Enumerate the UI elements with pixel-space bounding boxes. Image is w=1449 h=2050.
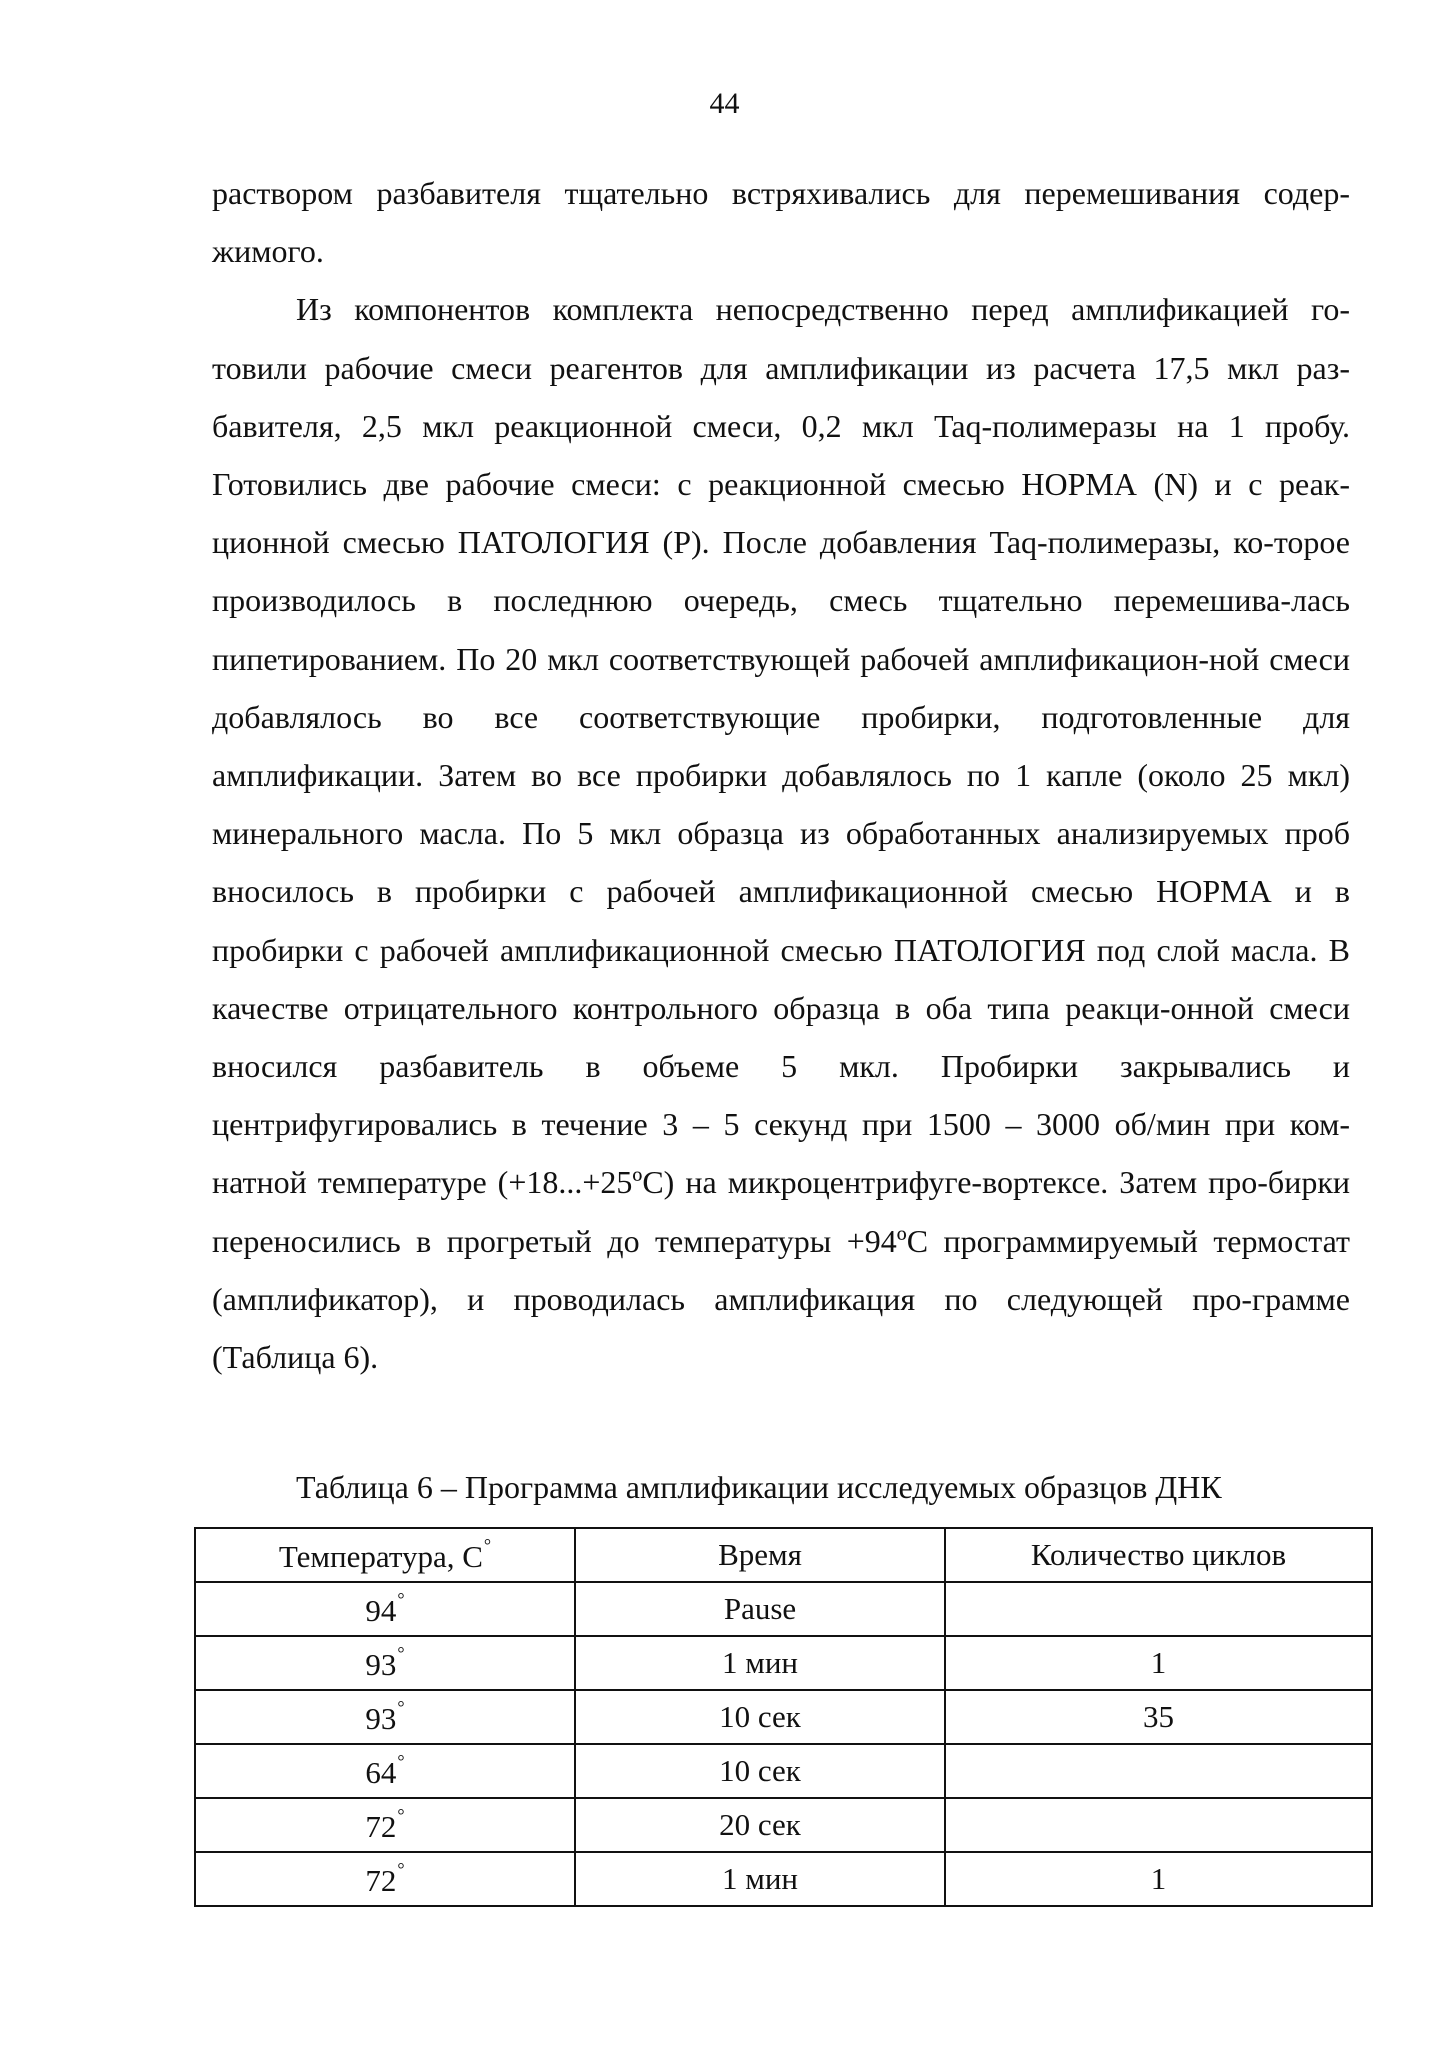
time-cell: 20 сек — [575, 1798, 945, 1852]
body-text — [212, 164, 1350, 1386]
temperature-cell — [195, 1582, 575, 1636]
cycles-cell: 1 — [945, 1636, 1372, 1690]
header-temperature — [195, 1528, 575, 1582]
temperature-value: 72 — [365, 1863, 397, 1898]
table-row — [195, 1582, 1372, 1636]
header-cycles: Количество циклов — [945, 1528, 1372, 1582]
temperature-value: 72 — [365, 1809, 397, 1844]
cycles-cell: 1 — [945, 1852, 1372, 1906]
temperature-cell — [195, 1852, 575, 1906]
table-row — [195, 1636, 1372, 1690]
paragraph-2: Из компонентов комплекта непосредственно перед амплификацией го-товили рабочие смеси реагентов для амплификации из расчета 17,5 мкл раз-бавителя, 2,5 мкл реакционной смеси, 0,2 мкл Taq-полимеразы на 1 пробу. Готовились две рабочие смеси: с реакционной смесью НОРМА (N) и с реак-ционной смесью ПАТОЛОГИЯ (P). После добавления Taq-полимеразы, ко-торое производилось в последнюю очередь, смесь тщательно перемешива-лась пипетированием. По 20 мкл соответствующей рабочей амплификацион-ной смеси добавлялось во все соответствующие пробирки, подготовленные для амплификации. Затем во все пробирки добавлялось по 1 капле (около 25 мкл) минерального масла. По 5 мкл образца из обработанных анализируемых проб вносилось в пробирки с рабочей амплификационной смесью НОРМА и в пробирки с рабочей амплификационной смесью ПАТОЛОГИЯ под слой масла. В качестве отрицательного контрольного образца в оба типа реакци-онной смеси вносился разбавитель в объеме 5 мкл. Пробирки закрывались и центрифугировались в течение 3 – 5 секунд при 1500 – 3000 об/мин при ком-натной температуре (+18...+25ºС) на микроцентрифуге-вортексе. Затем про-бирки переносились в прогретый до температуры +94ºС программируемый термостат (амплификатор), и проводилась амплификация по следующей про-грамме (Таблица 6). — [212, 291, 1350, 1376]
temperature-cell — [195, 1690, 575, 1744]
temperature-cell — [195, 1798, 575, 1852]
degree-mark: ° — [397, 1697, 405, 1717]
time-cell: 1 мин — [575, 1852, 945, 1906]
degree-mark: ° — [397, 1751, 405, 1771]
temperature-value: 93 — [365, 1701, 397, 1736]
degree-mark: ° — [397, 1805, 405, 1825]
temperature-value: 94 — [365, 1593, 397, 1628]
table-row — [195, 1852, 1372, 1906]
time-cell: 10 сек — [575, 1690, 945, 1744]
temperature-cell — [195, 1636, 575, 1690]
degree-mark: ° — [397, 1589, 405, 1609]
table-row — [195, 1690, 1372, 1744]
amplification-program-table — [194, 1527, 1373, 1907]
cycles-cell — [945, 1798, 1372, 1852]
table-row — [195, 1744, 1372, 1798]
cycles-cell — [945, 1582, 1372, 1636]
degree-mark: ° — [483, 1535, 492, 1555]
degree-mark: ° — [397, 1643, 405, 1663]
time-cell: 1 мин — [575, 1636, 945, 1690]
paragraph-1: раствором разбавителя тщательно встряхивались для перемешивания содер-жимого. — [212, 175, 1350, 270]
header-temperature-label: Температура, С — [278, 1539, 483, 1574]
table-caption: Таблица 6 – Программа амплификации исследуемых образцов ДНК — [296, 1469, 1222, 1505]
time-cell: Pause — [575, 1582, 945, 1636]
table-row — [195, 1798, 1372, 1852]
page-number: 44 — [709, 87, 740, 120]
temperature-cell — [195, 1744, 575, 1798]
table-header-row — [195, 1528, 1372, 1582]
temperature-value: 93 — [365, 1647, 397, 1682]
cycles-cell: 35 — [945, 1690, 1372, 1744]
temperature-value: 64 — [365, 1755, 397, 1790]
cycles-cell — [945, 1744, 1372, 1798]
time-cell: 10 сек — [575, 1744, 945, 1798]
header-time: Время — [575, 1528, 945, 1582]
degree-mark: ° — [397, 1859, 405, 1879]
